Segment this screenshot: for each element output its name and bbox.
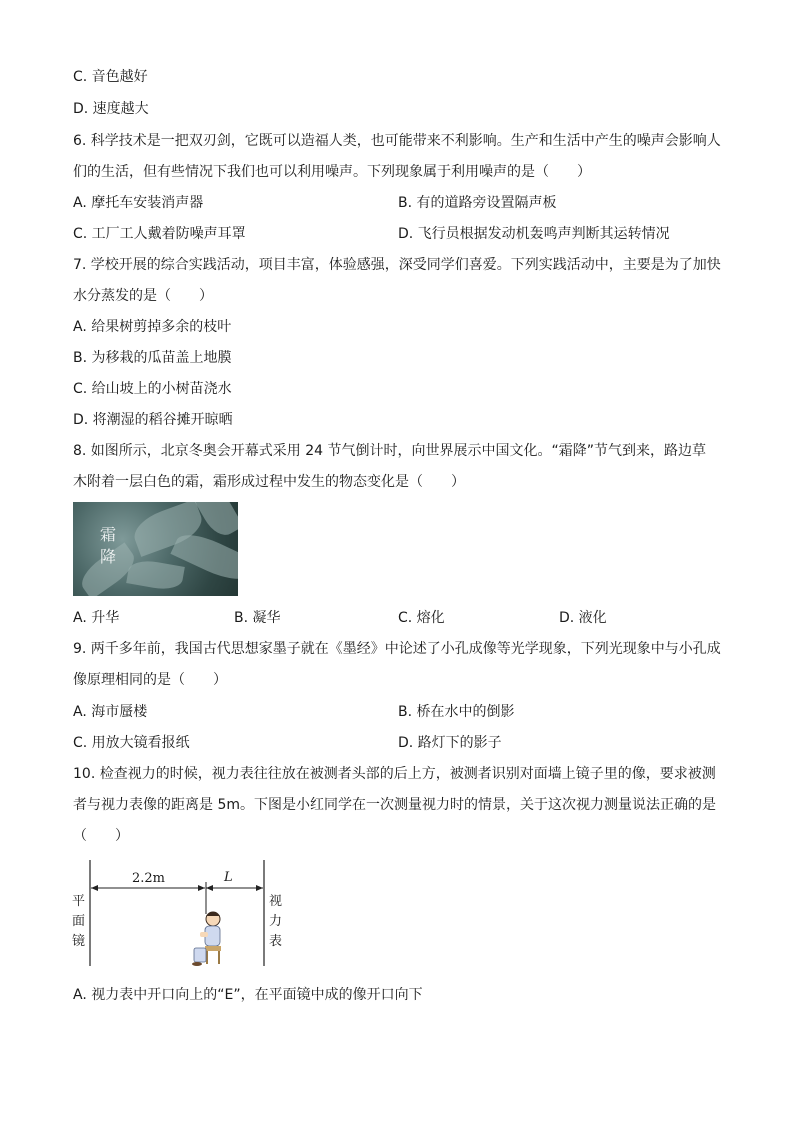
q7-option-c: C. 给山坡上的小树苗浇水 xyxy=(73,381,232,397)
q10-stem-line3: （ ） xyxy=(73,828,129,844)
q9-option-b: B. 桥在水中的倒影 xyxy=(398,704,515,720)
q8-option-b: B. 凝华 xyxy=(234,610,281,626)
distance-label-l: L xyxy=(224,870,233,885)
q8-option-c: C. 熔化 xyxy=(398,610,445,626)
option-d-sudu: D. 速度越大 xyxy=(73,101,149,117)
photo-caption-shuangjiang: 霜降 xyxy=(100,525,117,566)
q7-option-a: A. 给果树剪掉多余的枝叶 xyxy=(73,319,232,335)
q8-option-d: D. 液化 xyxy=(559,610,607,626)
q6-option-a: A. 摩托车安装消声器 xyxy=(73,195,204,211)
q8-stem-line2: 木附着一层白色的霜，霜形成过程中发生的物态变化是（ ） xyxy=(73,474,465,490)
q6-option-c: C. 工厂工人戴着防噪声耳罩 xyxy=(73,226,246,242)
q9-stem-line1: 9. 两千多年前，我国古代思想家墨子就在《墨经》中论述了小孔成像等光学现象，下列光现象中与小孔成 xyxy=(73,641,721,657)
q6-stem-line2: 们的生活，但有些情况下我们也可以利用噪声。下列现象属于利用噪声的是（ ） xyxy=(73,164,591,180)
q9-option-c: C. 用放大镜看报纸 xyxy=(73,735,190,751)
mirror-label: 平 面 镜 xyxy=(72,894,86,949)
distance-label-2-2m: 2.2m xyxy=(132,871,166,886)
q6-option-b: B. 有的道路旁设置隔声板 xyxy=(398,195,557,211)
q10-option-a: A. 视力表中开口向上的“E”，在平面镜中成的像开口向下 xyxy=(73,987,423,1003)
q10-stem-line2: 者与视力表像的距离是 5m。下图是小红同学在一次测量视力时的情景，关于这次视力测量说法正确的是 xyxy=(73,797,716,813)
option-c-yinse: C. 音色越好 xyxy=(73,69,148,85)
q9-option-d: D. 路灯下的影子 xyxy=(398,735,502,751)
eye-chart-label: 视 力 表 xyxy=(269,894,283,949)
q10-stem-line1: 10. 检查视力的时候，视力表往往放在被测者头部的后上方，被测者识别对面墙上镜子里的像，要求被测 xyxy=(73,766,716,782)
q8-stem-line1: 8. 如图所示，北京冬奥会开幕式采用 24 节气倒计时，向世界展示中国文化。“霜降”节气到来，路边草 xyxy=(73,443,707,459)
eye-test-diagram xyxy=(72,856,287,972)
eye-test-diagram-lines xyxy=(72,856,287,972)
q9-stem-line2: 像原理相同的是（ ） xyxy=(73,672,227,688)
frost-leaves-photo xyxy=(73,502,238,596)
q7-option-d: D. 将潮湿的稻谷摊开晾晒 xyxy=(73,412,233,428)
q7-stem-line2: 水分蒸发的是（ ） xyxy=(73,288,213,304)
q6-option-d: D. 飞行员根据发动机轰鸣声判断其运转情况 xyxy=(398,226,670,242)
q9-option-a: A. 海市蜃楼 xyxy=(73,704,148,720)
q7-option-b: B. 为移栽的瓜苗盖上地膜 xyxy=(73,350,232,366)
q7-stem-line1: 7. 学校开展的综合实践活动，项目丰富，体验感强，深受同学们喜爱。下列实践活动中，主要是为了加快 xyxy=(73,257,721,273)
q6-stem-line1: 6. 科学技术是一把双刃剑，它既可以造福人类，也可能带来不利影响。生产和生活中产生的噪声会影响人 xyxy=(73,133,721,149)
q8-option-a: A. 升华 xyxy=(73,610,120,626)
